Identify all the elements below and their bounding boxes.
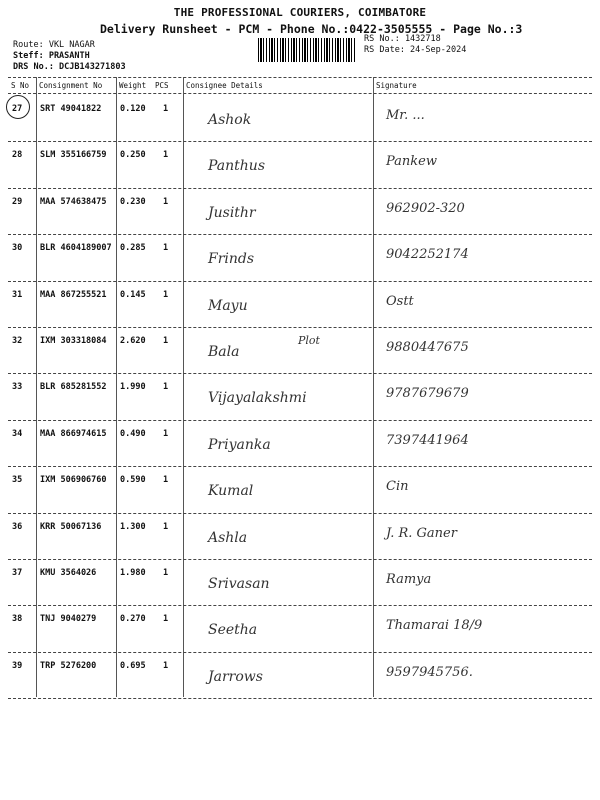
consignee-name: Ashok bbox=[208, 112, 252, 128]
signature-text: 962902-320 bbox=[386, 200, 465, 216]
consignee-name: Panthus bbox=[208, 158, 265, 175]
consignee-name: Bala bbox=[208, 344, 240, 360]
signature-text: Thamarai 18/9 bbox=[386, 618, 483, 634]
table-row bbox=[8, 142, 592, 189]
table-row bbox=[8, 467, 592, 514]
signature-text: Ostt bbox=[386, 293, 414, 309]
signature-text: 9787679679 bbox=[386, 386, 469, 402]
consignment-number: KMU 3564026 bbox=[40, 568, 97, 578]
pieces-count: 1 bbox=[163, 428, 169, 439]
signature-text: 9880447675 bbox=[386, 340, 469, 355]
weight-value: 1.980 bbox=[120, 568, 146, 578]
pieces-count: 1 bbox=[163, 243, 169, 254]
consignee-name: Seetha bbox=[208, 622, 258, 639]
serial-number: 38 bbox=[12, 614, 23, 625]
consignee-name: Vijayalakshmi bbox=[208, 390, 307, 407]
consignee-note: Plot bbox=[298, 334, 320, 347]
signature-text: 9597945756. bbox=[386, 664, 473, 680]
consignment-number: MAA 867255521 bbox=[40, 289, 107, 300]
pieces-count: 1 bbox=[163, 104, 169, 114]
pieces-count: 1 bbox=[163, 614, 169, 625]
consignment-number: SRT 49041822 bbox=[40, 104, 102, 114]
staff-label: Steff: PRASANTH bbox=[13, 51, 90, 61]
serial-number: 33 bbox=[12, 382, 23, 393]
table-row bbox=[8, 653, 592, 700]
consignee-name: Srivasan bbox=[208, 576, 270, 592]
signature-text: Mr. ... bbox=[386, 108, 425, 123]
table-row bbox=[8, 374, 592, 421]
signature-text: J. R. Ganer bbox=[386, 525, 457, 541]
table-row bbox=[8, 606, 592, 653]
column-header-consignment: Consignment No bbox=[39, 81, 103, 90]
route-label: Route: VKL NAGAR bbox=[13, 40, 95, 50]
weight-value: 0.695 bbox=[120, 660, 146, 671]
serial-number: 34 bbox=[12, 428, 23, 439]
pieces-count: 1 bbox=[163, 196, 169, 207]
signature-text: 9042252174 bbox=[386, 247, 469, 263]
table-row bbox=[8, 514, 592, 561]
pieces-count: 1 bbox=[163, 289, 169, 300]
weight-value: 0.250 bbox=[120, 150, 146, 161]
consignment-number: MAA 574638475 bbox=[40, 196, 107, 207]
serial-number: 35 bbox=[12, 475, 23, 486]
column-header-signature: Signature bbox=[376, 81, 417, 90]
page-title: THE PROFESSIONAL COURIERS, COIMBATORE bbox=[173, 6, 427, 19]
barcode bbox=[258, 38, 356, 62]
weight-value: 1.990 bbox=[120, 382, 146, 393]
consignment-number: MAA 866974615 bbox=[40, 428, 107, 439]
consignment-number: IXM 303318084 bbox=[40, 336, 107, 346]
column-header-weight: Weight bbox=[119, 81, 147, 90]
consignment-number: TRP 5276200 bbox=[40, 660, 97, 671]
weight-value: 0.120 bbox=[120, 104, 146, 114]
weight-value: 2.620 bbox=[120, 336, 146, 346]
serial-number: 31 bbox=[12, 289, 23, 300]
pieces-count: 1 bbox=[163, 382, 169, 393]
consignee-name: Jarrows bbox=[208, 668, 263, 685]
weight-value: 0.285 bbox=[120, 243, 146, 254]
consignee-name: Frinds bbox=[208, 251, 255, 268]
serial-number: 28 bbox=[12, 150, 23, 161]
serial-number: 29 bbox=[12, 196, 23, 207]
serial-number: 36 bbox=[12, 521, 23, 532]
header-divider-bottom bbox=[8, 93, 592, 94]
pieces-count: 1 bbox=[163, 521, 169, 532]
pieces-count: 1 bbox=[163, 336, 169, 346]
signature-text: Ramya bbox=[386, 572, 432, 587]
column-header-pcs: PCS bbox=[155, 81, 169, 90]
table-row bbox=[8, 560, 592, 607]
consignment-number: KRR 50067136 bbox=[40, 521, 102, 532]
serial-number: 32 bbox=[12, 336, 23, 346]
table-row bbox=[8, 328, 592, 375]
signature-text: 7397441964 bbox=[386, 432, 469, 448]
serial-number: 37 bbox=[12, 568, 23, 578]
consignee-name: Kumal bbox=[208, 483, 254, 500]
rs-number: RS No.: 1432718 bbox=[364, 34, 441, 44]
row-divider bbox=[8, 698, 592, 699]
pieces-count: 1 bbox=[163, 150, 169, 161]
serial-number: 39 bbox=[12, 660, 23, 671]
pieces-count: 1 bbox=[163, 660, 169, 671]
serial-number: 27 bbox=[12, 104, 23, 114]
drs-label: DRS No.: DCJB143271803 bbox=[13, 62, 126, 72]
circled-serial-mark bbox=[6, 95, 30, 119]
weight-value: 0.230 bbox=[120, 196, 146, 207]
table-row bbox=[8, 282, 592, 329]
weight-value: 0.270 bbox=[120, 614, 146, 625]
pieces-count: 1 bbox=[163, 568, 169, 578]
header-divider-top bbox=[8, 77, 592, 78]
table-row bbox=[8, 96, 592, 143]
consignee-name: Jusithr bbox=[208, 204, 256, 221]
consignment-number: TNJ 9040279 bbox=[40, 614, 97, 625]
consignee-name: Mayu bbox=[208, 297, 248, 314]
signature-text: Cin bbox=[386, 479, 409, 495]
table-row bbox=[8, 189, 592, 236]
column-header-sno: S No bbox=[11, 81, 30, 90]
consignment-number: BLR 4604189007 bbox=[40, 243, 112, 254]
serial-number: 30 bbox=[12, 243, 23, 254]
table-row bbox=[8, 235, 592, 282]
rs-date: RS Date: 24-Sep-2024 bbox=[364, 45, 467, 55]
signature-text: Pankew bbox=[386, 154, 437, 170]
consignee-name: Ashla bbox=[208, 529, 248, 546]
consignment-number: BLR 685281552 bbox=[40, 382, 107, 393]
page-subtitle: Delivery Runsheet - PCM - Phone No.:0422-3505555 - Page No.:3 bbox=[100, 22, 523, 36]
consignment-number: IXM 506906760 bbox=[40, 475, 107, 486]
consignment-number: SLM 355166759 bbox=[40, 150, 107, 161]
weight-value: 0.145 bbox=[120, 289, 146, 300]
table-row bbox=[8, 421, 592, 468]
consignee-name: Priyanka bbox=[208, 436, 271, 453]
weight-value: 0.590 bbox=[120, 475, 146, 486]
weight-value: 0.490 bbox=[120, 428, 146, 439]
column-header-consignee: Consignee Details bbox=[186, 81, 263, 90]
pieces-count: 1 bbox=[163, 475, 169, 486]
weight-value: 1.300 bbox=[120, 521, 146, 532]
